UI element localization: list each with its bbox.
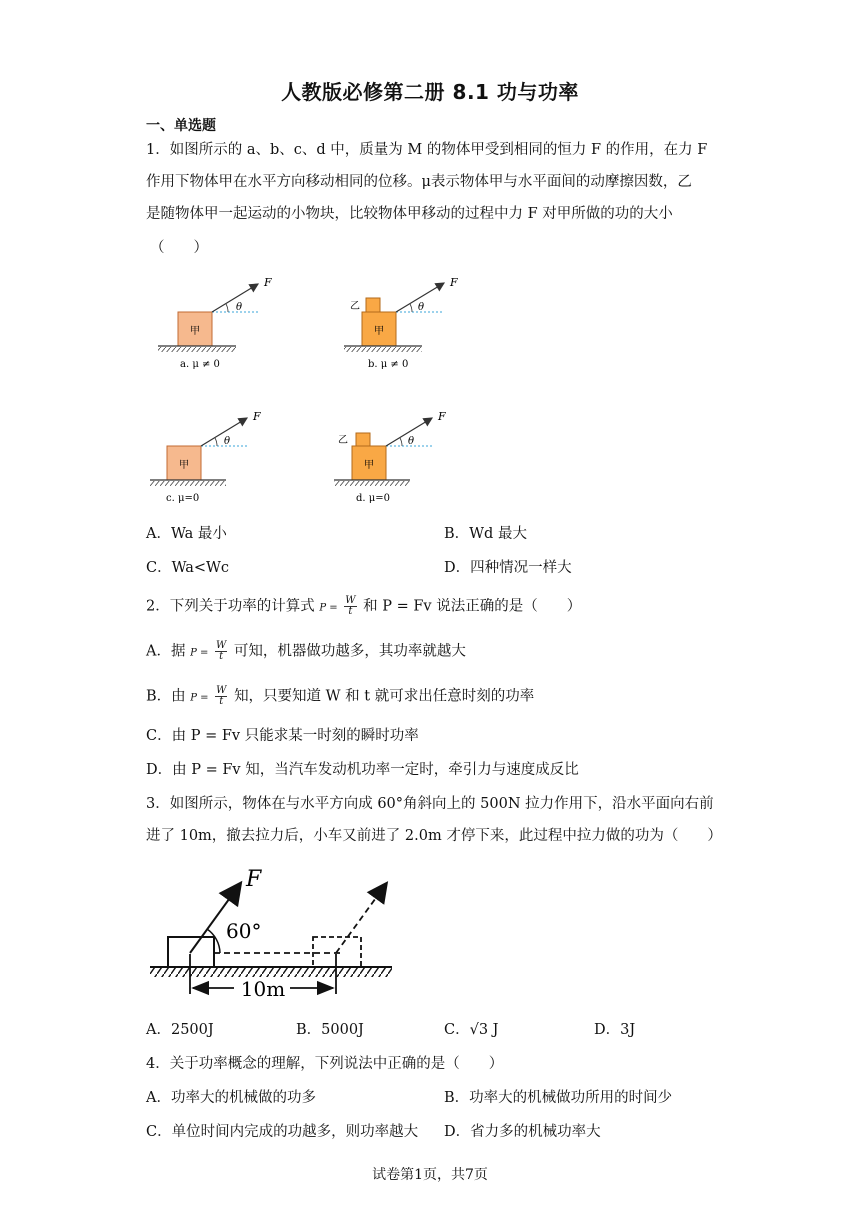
q1-line-1: 1．如图所示的 a、b、c、d 中，质量为 M 的物体甲受到相同的恒力 F 的作用，在力 F [146,142,708,158]
q2-stem: 2．下列关于功率的计算式 P = $\frac{W}{t}$ 和 P = Fv 说法正确的是（ ） [146,595,582,617]
q4-option-c[interactable]: C．单位时间内完成的功越多，则功率越大 [146,1124,419,1140]
q1-option-c[interactable]: C．Wa<Wc [146,560,230,576]
force-label: F [253,410,261,423]
panel-c [150,410,261,504]
panel-a [158,276,272,370]
q2-option-a[interactable]: A．据 P = $\frac{W}{t}$ 可知，机器做功越多，其功率就越大 [146,640,466,662]
distance-label: 10m [240,977,286,1001]
small-block-label: 乙 [338,435,348,446]
q4-option-d[interactable]: D．省力多的机械功率大 [444,1124,601,1140]
angle-label: 60° [226,919,262,943]
q3-option-c[interactable]: C．√3 J [444,1022,499,1038]
force-arrow [212,284,258,312]
q3-line-1: 3．如图所示，物体在与水平方向成 60°角斜向上的 500N 拉力作用下，沿水平面向右前 [146,796,714,812]
force-label: F [450,276,458,289]
dashed-force-arrow [336,884,386,953]
q1-option-d[interactable]: D．四种情况一样大 [444,560,572,576]
q3-option-d[interactable]: D．3J [594,1022,636,1038]
q2-option-c[interactable]: C．由 P = Fv 只能求某一时刻的瞬时功率 [146,728,419,744]
page-title: 人教版必修第二册 8.1 功与功率 [281,80,579,104]
fraction-w-over-t: $\frac{W}{t}$ [345,595,356,617]
block-label: 甲 [179,460,189,471]
q1-line-4: （ ） [150,240,208,256]
page-footer: 试卷第1页，共7页 [372,1167,488,1183]
q3-line-2: 进了 10m，撤去拉力后，小车又前进了 2.0m 才停下来，此过程中拉力做的功为（ ） [146,828,722,844]
angle-label: θ [418,302,425,313]
q1-line-3: 是随物体甲一起运动的小物块，比较物体甲移动的过程中力 F 对甲所做的功的大小 [146,206,673,222]
caption-a: a. μ ≠ 0 [180,359,220,370]
block-label: 甲 [374,326,384,337]
q3-option-b[interactable]: B．5000J [296,1022,364,1038]
q1-option-b[interactable]: B．Wd 最大 [444,526,527,542]
q4-option-b[interactable]: B．功率大的机械做功所用的时间少 [444,1090,673,1106]
block-label: 甲 [364,460,374,471]
block-yi [356,433,370,446]
angle-label: θ [408,436,415,447]
force-label: F [264,276,272,289]
caption-c: c. μ=0 [166,493,200,504]
q1-option-a[interactable]: A．Wa 最小 [146,526,227,542]
q3-figure [150,864,400,1004]
block-yi [366,298,380,312]
q4-option-a[interactable]: A．功率大的机械做的功多 [146,1090,316,1106]
q3-option-a[interactable]: A．2500J [146,1022,214,1038]
panel-d [334,410,446,504]
caption-b: b. μ ≠ 0 [368,359,409,370]
block-label: 甲 [190,326,200,337]
q2-option-d[interactable]: D．由 P = Fv 知，当汽车发动机功率一定时，牵引力与速度成反比 [146,762,579,778]
angle-label: θ [224,436,231,447]
force-label: F [246,867,262,892]
q1-figure [150,270,470,510]
q1-line-2: 作用下物体甲在水平方向移动相同的位移。μ表示物体甲与水平面间的动摩擦因数，乙 [146,174,692,190]
force-label: F [438,410,446,423]
panel-b [344,276,458,370]
section-heading: 一、单选题 [146,118,216,134]
angle-label: θ [236,302,243,313]
small-block-label: 乙 [350,301,360,312]
q2-option-b[interactable]: B．由 P = $\frac{W}{t}$ 知，只要知道 W 和 t 就可求出任意时刻的功率 [146,685,535,707]
formula-lhs: P = [319,602,338,614]
caption-d: d. μ=0 [356,493,390,504]
q4-stem: 4．关于功率概念的理解，下列说法中正确的是（ ） [146,1056,504,1072]
